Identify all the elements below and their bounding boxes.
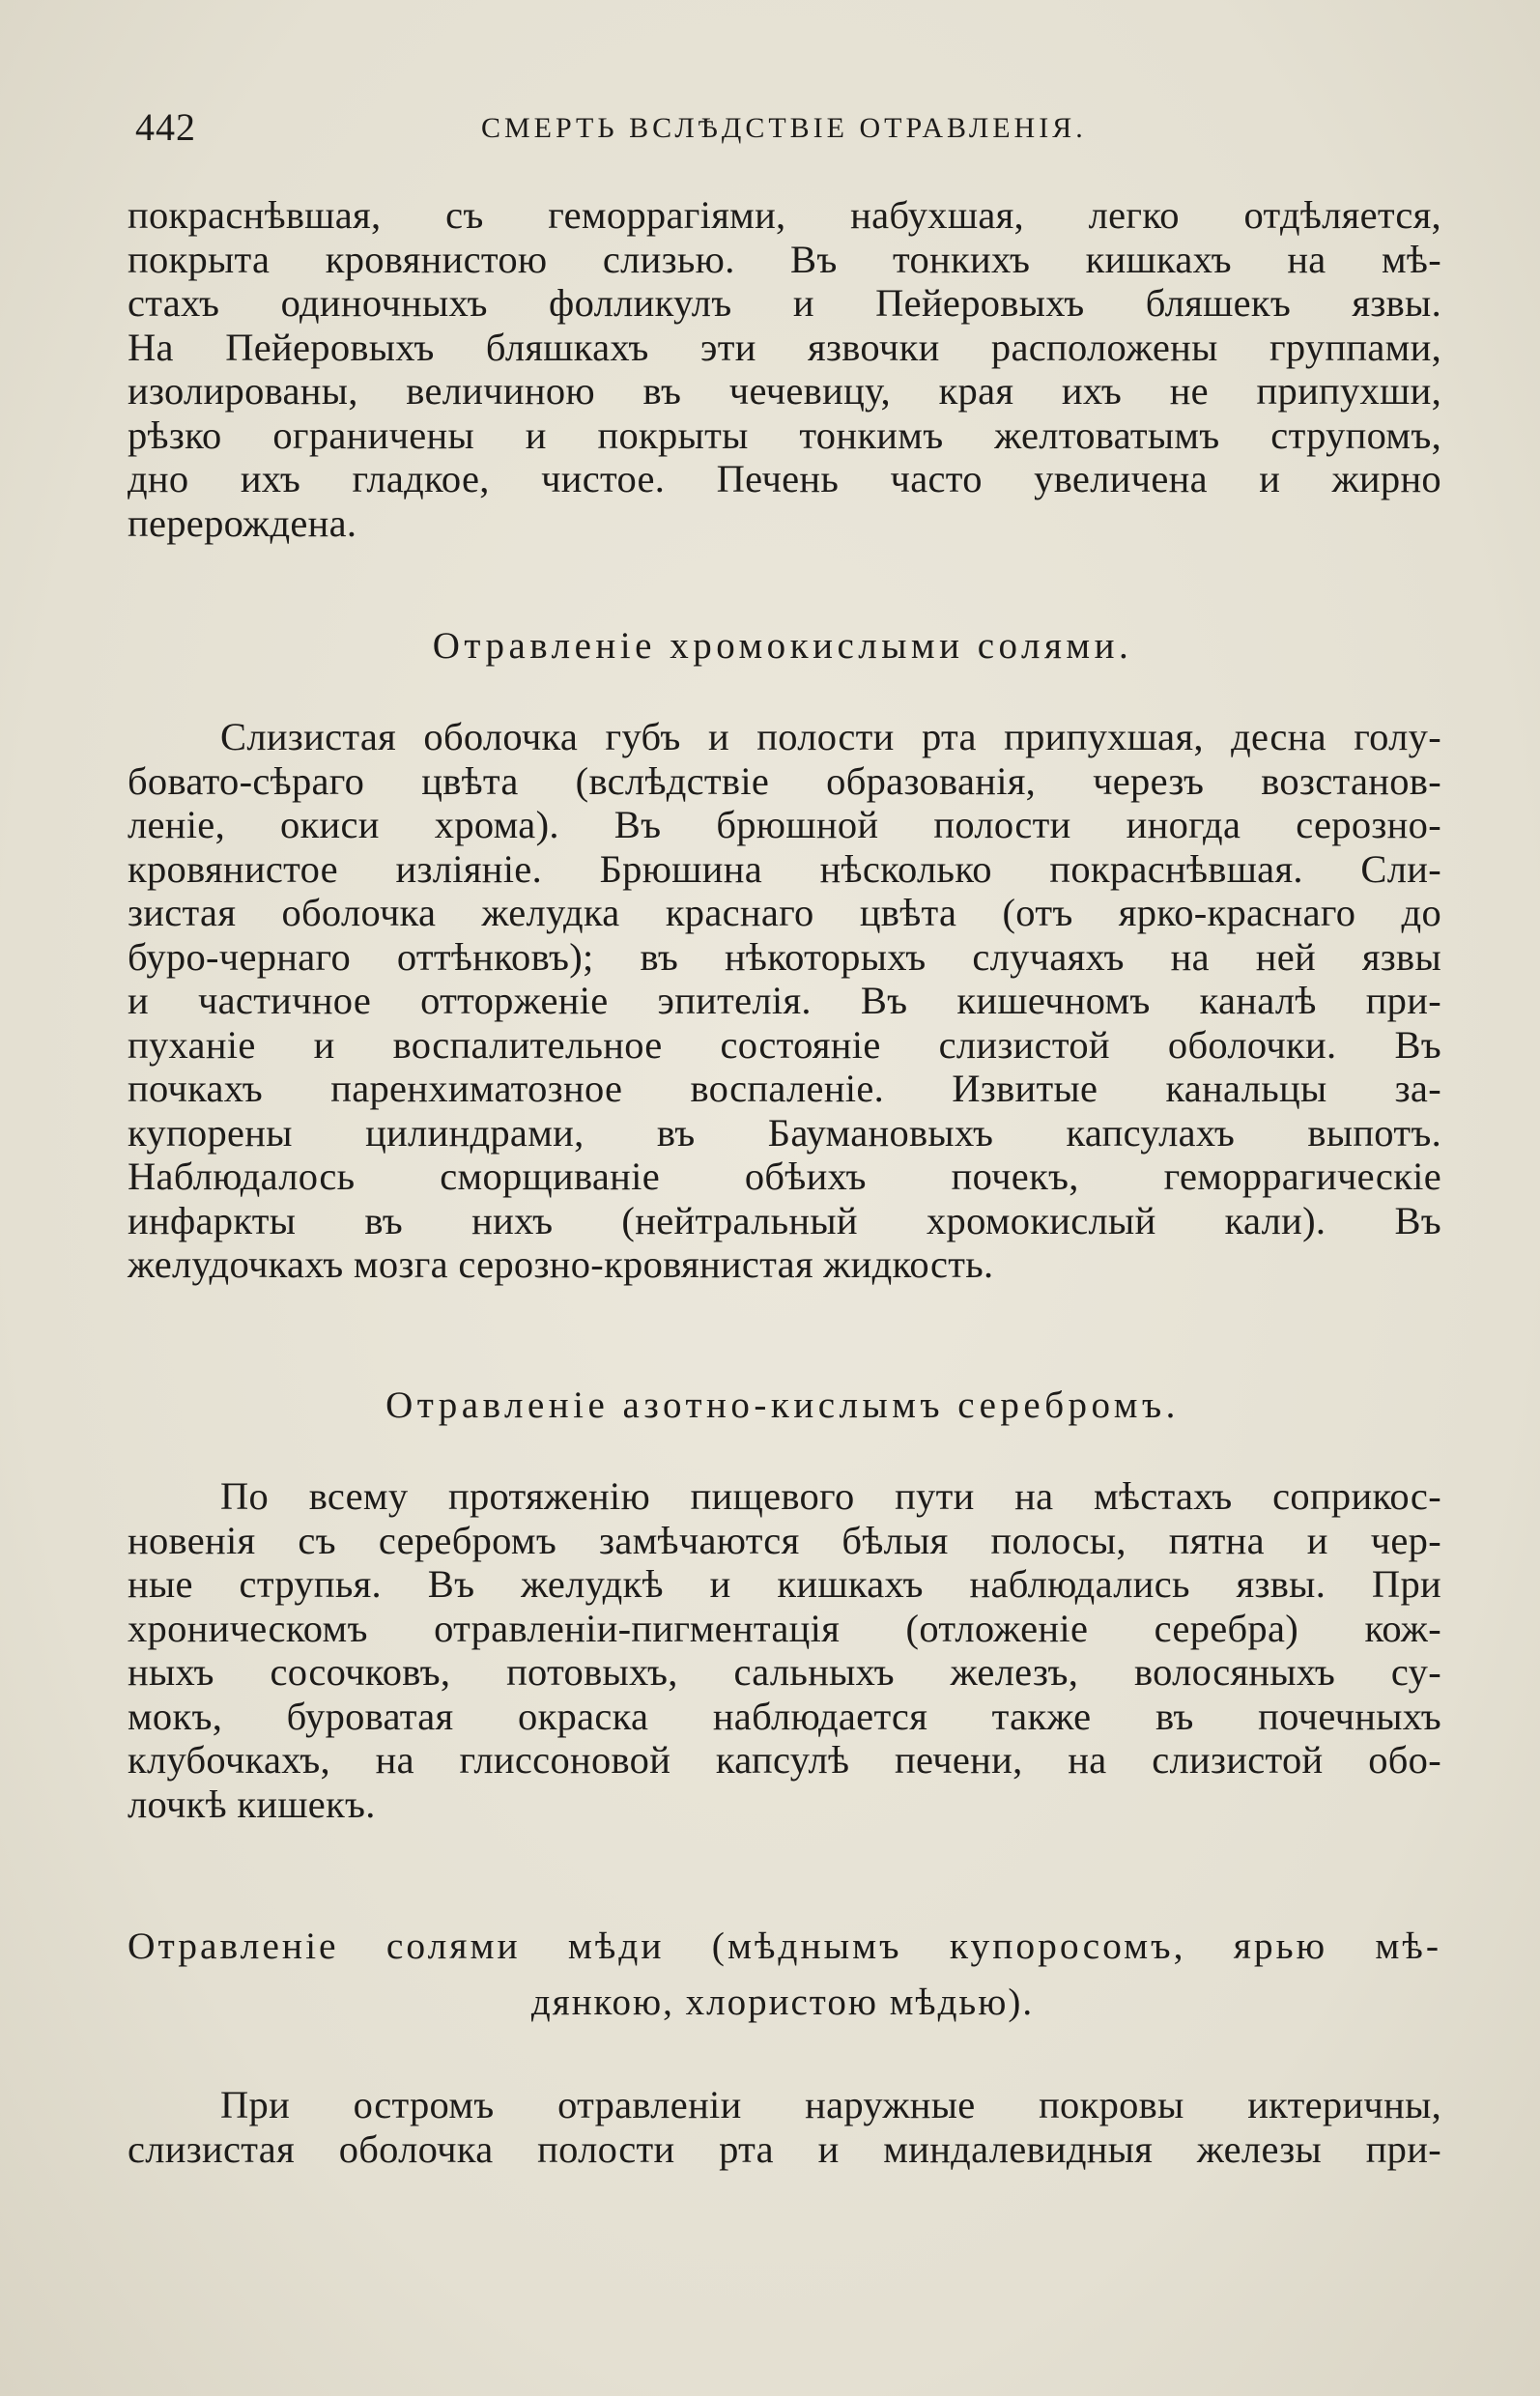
section-heading-silver-nitrate: Отравленіе азотно-кислымъ серебромъ. bbox=[385, 1384, 1180, 1426]
text-line: клубочкахъ, на глиссоновой капсулѣ печени, на слизистой обо- bbox=[128, 1738, 1441, 1782]
text-line: ныхъ сосочковъ, потовыхъ, сальныхъ железъ, волосяныхъ су- bbox=[128, 1650, 1441, 1694]
section-heading-copper-salts bbox=[128, 1925, 1441, 1969]
heading-line: Отравленіе солями мѣди (мѣднымъ купоросомъ, ярью мѣ- bbox=[128, 1925, 1441, 1967]
text-line: новенія съ серебромъ замѣчаются бѣлыя полосы, пятна и чер- bbox=[128, 1518, 1441, 1562]
text-line: изолированы, величиною въ чечевицу, края ихъ не припухши, bbox=[128, 369, 1441, 413]
text-line: зистая оболочка желудка краснаго цвѣта (отъ ярко-краснаго до bbox=[128, 891, 1441, 934]
text-line: слизистая оболочка полости рта и миндалевидныя железы при- bbox=[128, 2126, 1441, 2171]
text-line: мокъ, буроватая окраска наблюдается также въ почечныхъ bbox=[128, 1694, 1441, 1738]
text-line: инфаркты въ нихъ (нейтральный хромокислый кали). Въ bbox=[128, 1198, 1441, 1242]
text-line: и частичное отторженіе эпителія. Въ кишечномъ каналѣ при- bbox=[128, 979, 1441, 1022]
section-heading-chromate: Отравленіе хромокислыми солями. bbox=[432, 625, 1133, 667]
section-heading-copper-salts-cont: дянкою, хлористою мѣдью). bbox=[530, 1982, 1035, 2023]
text-line: бовато-сѣраго цвѣта (вслѣдствіе образованія, черезъ возстанов- bbox=[128, 758, 1441, 803]
text-line: Наблюдалось сморщиваніе обѣихъ почекъ, геморрагическіе bbox=[128, 1155, 1441, 1198]
text-line: перерождена. bbox=[128, 500, 357, 545]
text-line: пуханіе и воспалительное состояніе слизистой оболочки. Въ bbox=[128, 1022, 1441, 1067]
text-line: дно ихъ гладкое, чистое. Печень часто увеличена и жирно bbox=[128, 457, 1441, 500]
paragraph-intro bbox=[128, 193, 1441, 545]
text-line: При остромъ отравленіи наружные покровы иктеричны, bbox=[220, 2083, 1441, 2126]
page-number: 442 bbox=[135, 105, 196, 149]
running-head: СМЕРТЬ ВСЛѢДСТВІЕ ОТРАВЛЕНІЯ. bbox=[481, 112, 1087, 144]
paragraph-silver-nitrate bbox=[128, 1474, 1441, 1826]
text-line: буро-чернаго оттѣнковъ); въ нѣкоторыхъ случаяхъ на ней язвы bbox=[128, 934, 1441, 979]
text-line: По всему протяженію пищевого пути на мѣстахъ соприкос- bbox=[220, 1474, 1441, 1518]
text-line: леніе, окиси хрома). Въ брюшной полости иногда серозно- bbox=[128, 803, 1441, 846]
text-line: покрыта кровянистою слизью. Въ тонкихъ кишкахъ на мѣ- bbox=[128, 237, 1441, 281]
page-header bbox=[135, 104, 1440, 153]
text-line: лочкѣ кишекъ. bbox=[128, 1782, 376, 1826]
text-line: желудочкахъ мозга серозно-кровянистая жидкость. bbox=[128, 1242, 994, 1286]
text-line: Слизистая оболочка губъ и полости рта припухшая, десна голу- bbox=[220, 715, 1441, 758]
text-line: кровянистое изліяніе. Брюшина нѣсколько покраснѣвшая. Сли- bbox=[128, 846, 1441, 891]
text-line: почкахъ паренхиматозное воспаленіе. Извитые канальцы за- bbox=[128, 1067, 1441, 1110]
text-line: ные струпья. Въ желудкѣ и кишкахъ наблюдались язвы. При bbox=[128, 1562, 1441, 1606]
text-line: рѣзко ограничены и покрыты тонкимъ желтоватымъ струпомъ, bbox=[128, 413, 1441, 457]
paragraph-chromate bbox=[128, 715, 1441, 1287]
text-line: стахъ одиночныхъ фолликулъ и Пейеровыхъ бляшекъ язвы. bbox=[128, 281, 1441, 325]
paragraph-copper-salts bbox=[128, 2083, 1441, 2171]
text-line: хроническомъ отравленіи-пигментація (отложеніе серебра) кож- bbox=[128, 1606, 1441, 1650]
text-line: На Пейеровыхъ бляшкахъ эти язвочки расположены группами, bbox=[128, 325, 1441, 369]
text-line: покраснѣвшая, съ геморрагіями, набухшая, легко отдѣляется, bbox=[128, 193, 1441, 237]
text-line: купорены цилиндрами, въ Баумановыхъ капсулахъ выпотъ. bbox=[128, 1110, 1441, 1155]
